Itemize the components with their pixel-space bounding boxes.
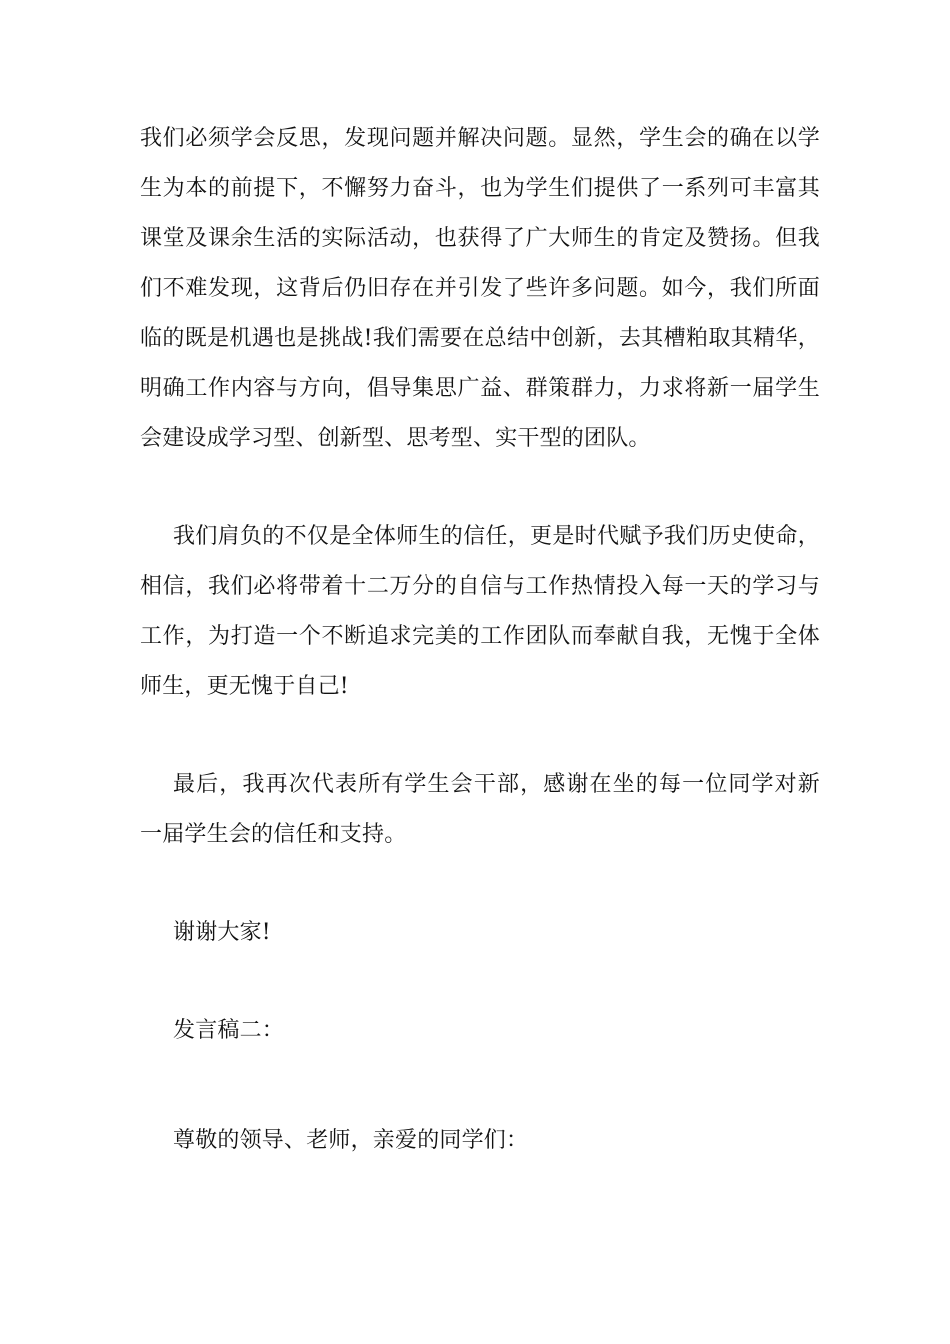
paragraph-line: 一届学生会的信任和支持。 [140,822,407,847]
paragraph-line: 我们必须学会反思，发现问题并解决问题。显然，学生会的确在以学 [140,126,820,151]
paragraph-line: 们不难发现，这背后仍旧存在并引发了些许多问题。如今，我们所面 [140,276,820,301]
paragraph-line: 临的既是机遇也是挑战!我们需要在总结中创新，去其槽粕取其精华， [140,326,820,351]
closing-thanks: 谢谢大家! [173,920,271,945]
paragraph-line: 我们肩负的不仅是全体师生的信任，更是时代赋予我们历史使命， [173,524,820,549]
section-heading: 发言稿二： [173,1018,285,1043]
paragraph-line: 工作，为打造一个不断追求完美的工作团队而奉献自我，无愧于全体 [140,624,820,649]
paragraph-line: 明确工作内容与方向，倡导集思广益、群策群力，力求将新一届学生 [140,376,820,401]
paragraph-line: 会建设成学习型、创新型、思考型、实干型的团队。 [140,426,651,451]
paragraph-line: 相信，我们必将带着十二万分的自信与工作热情投入每一天的学习与 [140,574,820,599]
paragraph-line: 生为本的前提下，不懈努力奋斗，也为学生们提供了一系列可丰富其 [140,176,820,201]
salutation: 尊敬的领导、老师，亲爱的同学们： [173,1128,529,1153]
paragraph-line: 最后，我再次代表所有学生会干部，感谢在坐的每一位同学对新 [173,772,820,797]
paragraph-line: 师生，更无愧于自己! [140,674,349,699]
paragraph-line: 课堂及课余生活的实际活动，也获得了广大师生的肯定及赞扬。但我 [140,226,820,251]
